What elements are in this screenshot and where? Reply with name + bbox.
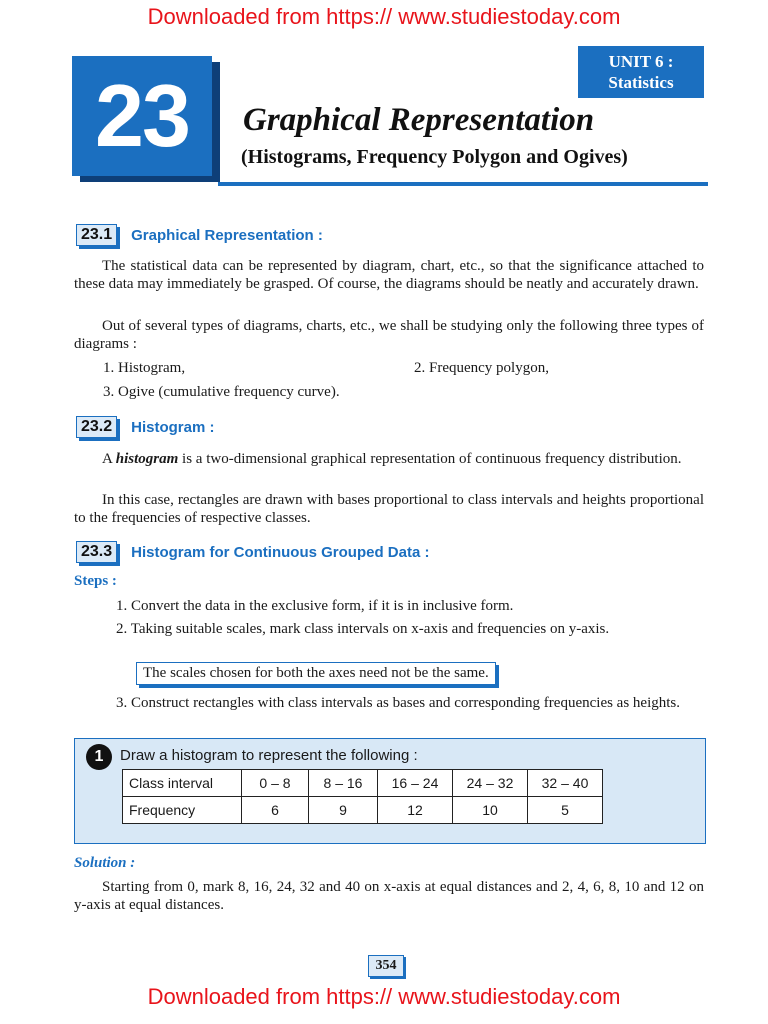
row-header: Class interval xyxy=(123,770,242,797)
row-header: Frequency xyxy=(123,797,242,824)
chapter-subtitle: (Histograms, Frequency Polygon and Ogives) xyxy=(241,146,628,168)
section-number: 23.2 xyxy=(76,416,117,438)
watermark-top[interactable]: Downloaded from https:// www.studiestoday.com xyxy=(147,4,621,29)
text-run: is a two-dimensional graphical representation of continuous frequency distribution. xyxy=(178,451,682,467)
example-number-badge: 1 xyxy=(86,744,112,770)
paragraph: In this case, rectangles are drawn with bases proportional to class intervals and heights proportional to the frequencies of respective classes. xyxy=(74,492,704,526)
table-cell: 10 xyxy=(453,797,528,824)
list-item: 2. Frequency polygon, xyxy=(414,360,549,376)
solution-text: Starting from 0, mark 8, 16, 24, 32 and 40 on x-axis at equal distances and 2, 4, 6, 8, 10 and 12 on y-axis at equal distances. xyxy=(74,879,704,913)
section-title: Histogram : xyxy=(131,418,215,436)
section-title: Histogram for Continuous Grouped Data : xyxy=(131,543,430,561)
paragraph xyxy=(74,450,704,468)
frequency-table xyxy=(122,769,603,824)
text-run: A xyxy=(102,451,116,467)
step-item: 2. Taking suitable scales, mark class intervals on x-axis and frequencies on y-axis. xyxy=(116,621,610,637)
table-cell: 24 – 32 xyxy=(453,770,528,797)
paragraph: The statistical data can be represented by diagram, chart, etc., so that the significance attached to these data may immediately be grasped. Of course, the diagrams should be neatly and accurately drawn. xyxy=(74,258,704,292)
section-number: 23.3 xyxy=(76,541,117,563)
solution-label: Solution : xyxy=(74,855,136,871)
list-item: 3. Ogive (cumulative frequency curve). xyxy=(103,384,340,400)
unit-badge-line2: Statistics xyxy=(608,73,674,92)
term-histogram: histogram xyxy=(115,451,179,467)
table-cell: 16 – 24 xyxy=(378,770,453,797)
example-question: Draw a histogram to represent the following : xyxy=(120,747,418,764)
page-number: 354 xyxy=(368,955,404,977)
list-item: 1. Histogram, xyxy=(103,360,186,376)
unit-badge xyxy=(578,46,704,98)
table-cell: 12 xyxy=(378,797,453,824)
section-heading-23-1 xyxy=(76,224,323,246)
chapter-number: 23 xyxy=(95,66,189,165)
watermark-bottom[interactable]: Downloaded from https:// www.studiestoday.com xyxy=(147,984,621,1009)
section-number: 23.1 xyxy=(76,224,117,246)
table-cell: 0 – 8 xyxy=(242,770,309,797)
section-heading-23-3 xyxy=(76,541,429,563)
unit-badge-line1: UNIT 6 : xyxy=(608,52,674,71)
table-row xyxy=(123,770,603,797)
table-cell: 6 xyxy=(242,797,309,824)
table-cell: 5 xyxy=(528,797,603,824)
step-item: 1. Convert the data in the exclusive form, if it is in inclusive form. xyxy=(116,598,514,614)
table-cell: 9 xyxy=(309,797,378,824)
table-row xyxy=(123,797,603,824)
chapter-title: Graphical Representation xyxy=(243,102,595,138)
table-cell: 8 – 16 xyxy=(309,770,378,797)
section-heading-23-2 xyxy=(76,416,214,438)
paragraph: Out of several types of diagrams, charts, etc., we shall be studying only the following three types of diagrams : xyxy=(74,318,704,352)
note-box: The scales chosen for both the axes need not be the same. xyxy=(136,662,496,685)
title-divider xyxy=(218,182,708,186)
table-cell: 32 – 40 xyxy=(528,770,603,797)
steps-label: Steps : xyxy=(74,573,117,589)
step-item: 3. Construct rectangles with class intervals as bases and corresponding frequencies as heights. xyxy=(116,695,681,711)
section-title: Graphical Representation : xyxy=(131,226,323,244)
